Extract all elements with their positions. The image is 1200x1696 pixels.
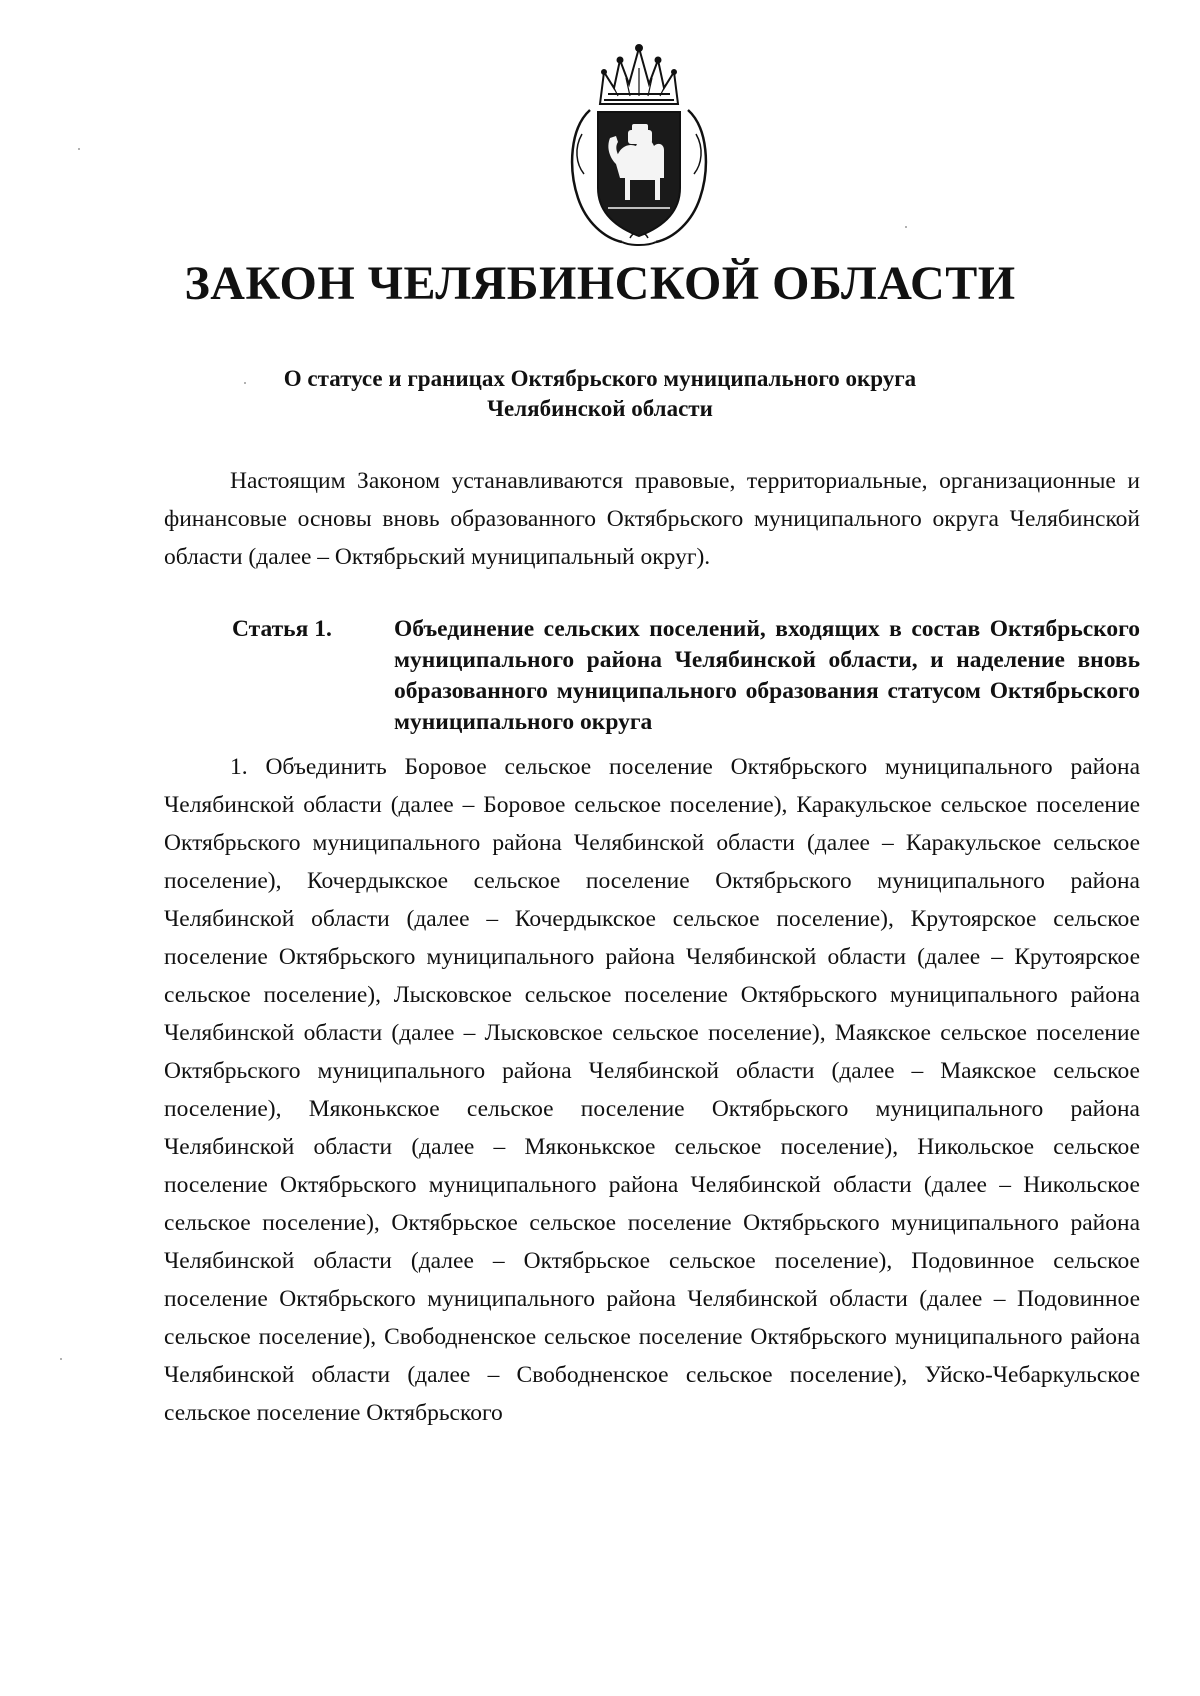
subtitle-line-1: О статусе и границах Октябрьского муниципального округа	[283, 366, 917, 391]
document-title: ЗАКОН ЧЕЛЯБИНСКОЙ ОБЛАСТИ	[184, 257, 1016, 310]
coat-of-arms-emblem	[560, 38, 718, 250]
article-1-label: Статья 1.	[232, 616, 332, 642]
preamble-paragraph: Настоящим Законом устанавливаются правовые, территориальные, организационные и финансовые основы вновь образованного Октябрьского муниципального округа Челябинской области (далее – Октябрьский муниципальный округ).	[164, 468, 1140, 570]
scan-speck	[78, 148, 80, 150]
article-1-clause-1: 1. Объединить Боровое сельское поселение Октябрьского муниципального района Челябинской области (далее – Боровое сельское поселение), Каракульское сельское поселение Октябрьского муниципального района Челябинской области (далее – Каракульское сельское поселение), Кочердыкское сельское поселение Октябрьского муниципального района Челябинской области (далее – Кочердыкское сельское поселение), Крутоярское сельское поселение Октябрьского муниципального района Челябинской области (далее – Крутоярское сельское поселение), Лысковское сельское поселение Октябрьского муниципального района Челябинской области (далее – Лысковское сельское поселение), Маякское сельское поселение Октябрьского муниципального района Челябинской области (далее – Маякское сельское поселение), Мяконькское сельское поселение Октябрьского муниципального района Челябинской области (далее – Мяконькское сельское поселение), Никольское сельское поселение Октябрьского муниципального района Челябинской области (далее – Никольское сельское поселение), Октябрьское сельское поселение Октябрьского муниципального района Челябинской области (далее – Октябрьское сельское поселение), Подовинное сельское поселение Октябрьского муниципального района Челябинской области (далее – Подовинное сельское поселение), Свободненское сельское поселение Октябрьского муниципального района Челябинской области (далее – Свободненское сельское поселение), Уйско-Чебаркульское сельское поселение Октябрьского	[164, 754, 1140, 1426]
scan-speck	[60, 1358, 62, 1360]
document-subtitle	[150, 364, 1050, 424]
crown-icon	[600, 45, 678, 104]
subtitle-line-2: Челябинской области	[487, 396, 713, 421]
article-1-heading: Объединение сельских поселений, входящих в состав Октябрьского муниципального района Челябинской области, и наделение вновь образованного муниципального образования статусом Октябрьского муниципального округа	[394, 616, 1140, 735]
article-1-header	[232, 614, 1140, 738]
scan-speck	[244, 382, 246, 384]
scan-speck	[905, 226, 907, 228]
